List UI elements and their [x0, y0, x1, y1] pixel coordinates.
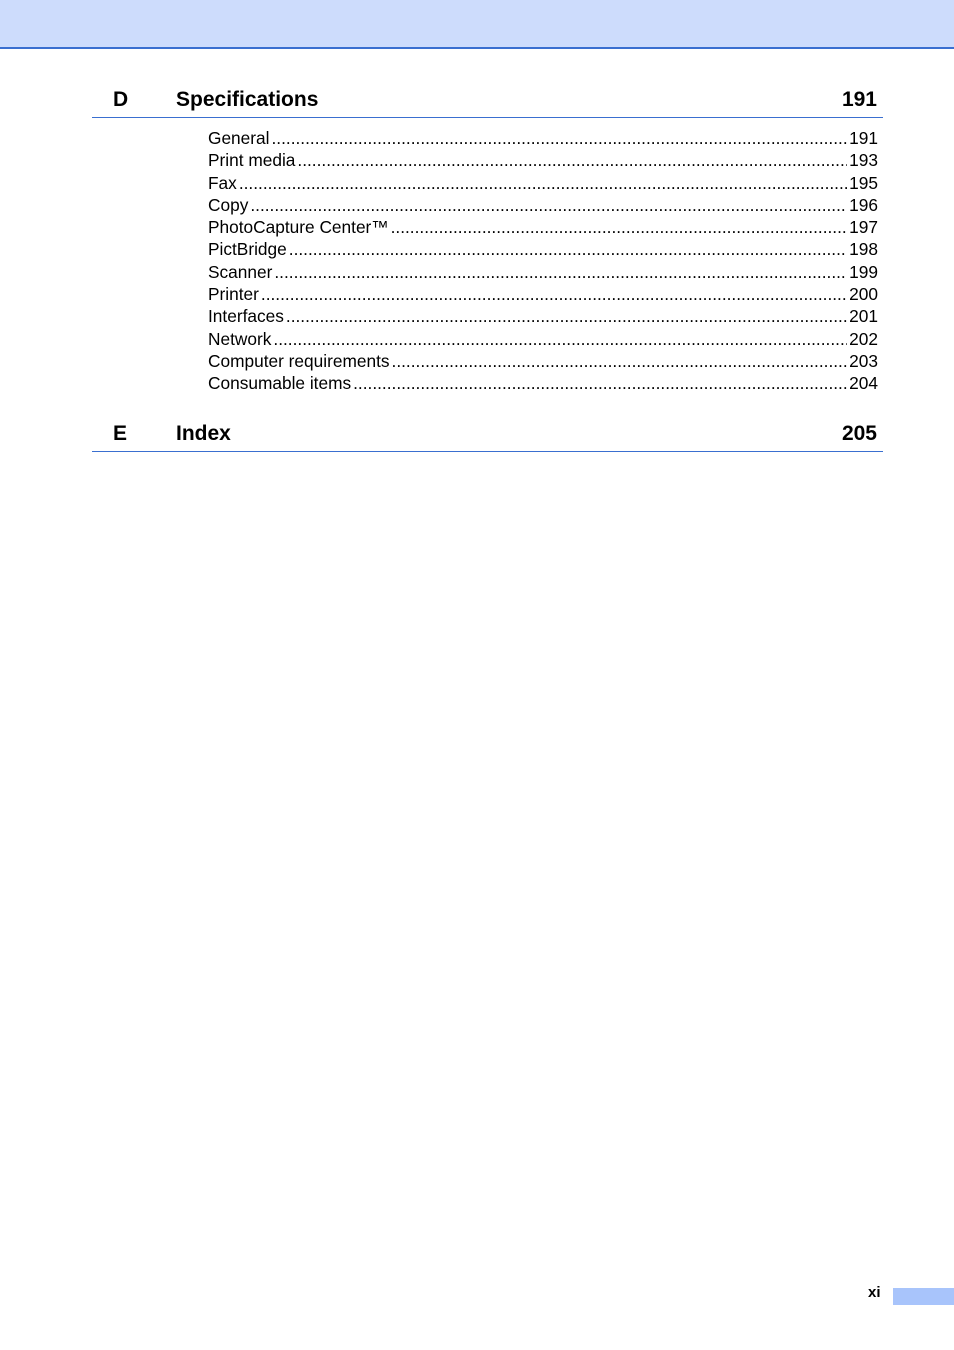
- toc-entry-page: 203: [849, 350, 878, 371]
- section-page-number: 205: [841, 422, 877, 445]
- toc-entry-page: 198: [849, 239, 878, 260]
- toc-entry-label: Printer: [208, 284, 259, 305]
- section-e-heading[interactable]: [92, 419, 883, 449]
- toc-entry[interactable]: [208, 283, 878, 305]
- toc-entry-page: 197: [849, 217, 878, 238]
- toc-entry-page: 204: [849, 373, 878, 394]
- section-title: Specifications: [176, 88, 319, 111]
- section-letter: E: [113, 422, 128, 445]
- toc-entry[interactable]: [208, 149, 878, 171]
- toc-entry-label: Fax: [208, 172, 237, 193]
- toc-entry-page: 199: [849, 261, 878, 282]
- toc-entry[interactable]: [208, 305, 878, 327]
- dot-leader: [239, 172, 847, 194]
- section-divider: [92, 117, 883, 118]
- toc-entry-page: 193: [849, 150, 878, 171]
- toc-entry-label: Interfaces: [208, 306, 284, 327]
- section-divider: [92, 451, 883, 452]
- section-page-number: 191: [841, 88, 877, 111]
- toc-entry[interactable]: [208, 350, 878, 372]
- dot-leader: [273, 328, 847, 350]
- toc-entry[interactable]: [208, 261, 878, 283]
- dot-leader: [250, 194, 847, 216]
- page-number-label: xi: [868, 1284, 881, 1301]
- toc-entry-page: 195: [849, 172, 878, 193]
- toc-entry-label: Computer requirements: [208, 350, 390, 371]
- toc-entry[interactable]: [208, 216, 878, 238]
- toc-entry[interactable]: [208, 328, 878, 350]
- toc-entry-page: 191: [849, 128, 878, 148]
- dot-leader: [271, 127, 847, 149]
- toc-entry[interactable]: [208, 172, 878, 194]
- dot-leader: [261, 283, 847, 305]
- dot-leader: [274, 261, 847, 283]
- section-title: Index: [176, 422, 231, 445]
- toc-entry[interactable]: [208, 194, 878, 216]
- toc-entry-page: 201: [849, 306, 878, 327]
- toc-entry-label: Scanner: [208, 261, 273, 282]
- dot-leader: [392, 350, 848, 372]
- toc-entry-label: Print media: [208, 150, 296, 171]
- header-band: [0, 0, 954, 49]
- toc-entry[interactable]: [208, 127, 878, 149]
- dot-leader: [286, 305, 847, 327]
- toc-entry-page: 200: [849, 284, 878, 305]
- toc-entry-page: 196: [849, 194, 878, 215]
- section-letter: D: [113, 88, 129, 111]
- toc-entry[interactable]: [208, 372, 878, 394]
- toc-entry-label: General: [208, 128, 270, 148]
- section-d-heading[interactable]: [92, 85, 883, 115]
- page-tab-marker: [893, 1288, 954, 1305]
- toc-entry-label: Copy: [208, 194, 249, 215]
- dot-leader: [289, 238, 847, 260]
- toc-entry-label: Network: [208, 328, 272, 349]
- toc-entry-list: [208, 127, 878, 395]
- toc-entry-label: PhotoCapture Center™: [208, 217, 389, 238]
- dot-leader: [391, 216, 848, 238]
- dot-leader: [353, 372, 847, 394]
- toc-entry-label: Consumable items: [208, 373, 352, 394]
- toc-entry-label: PictBridge: [208, 239, 287, 260]
- toc-entry[interactable]: [208, 238, 878, 260]
- dot-leader: [297, 149, 847, 171]
- toc-entry-page: 202: [849, 328, 878, 349]
